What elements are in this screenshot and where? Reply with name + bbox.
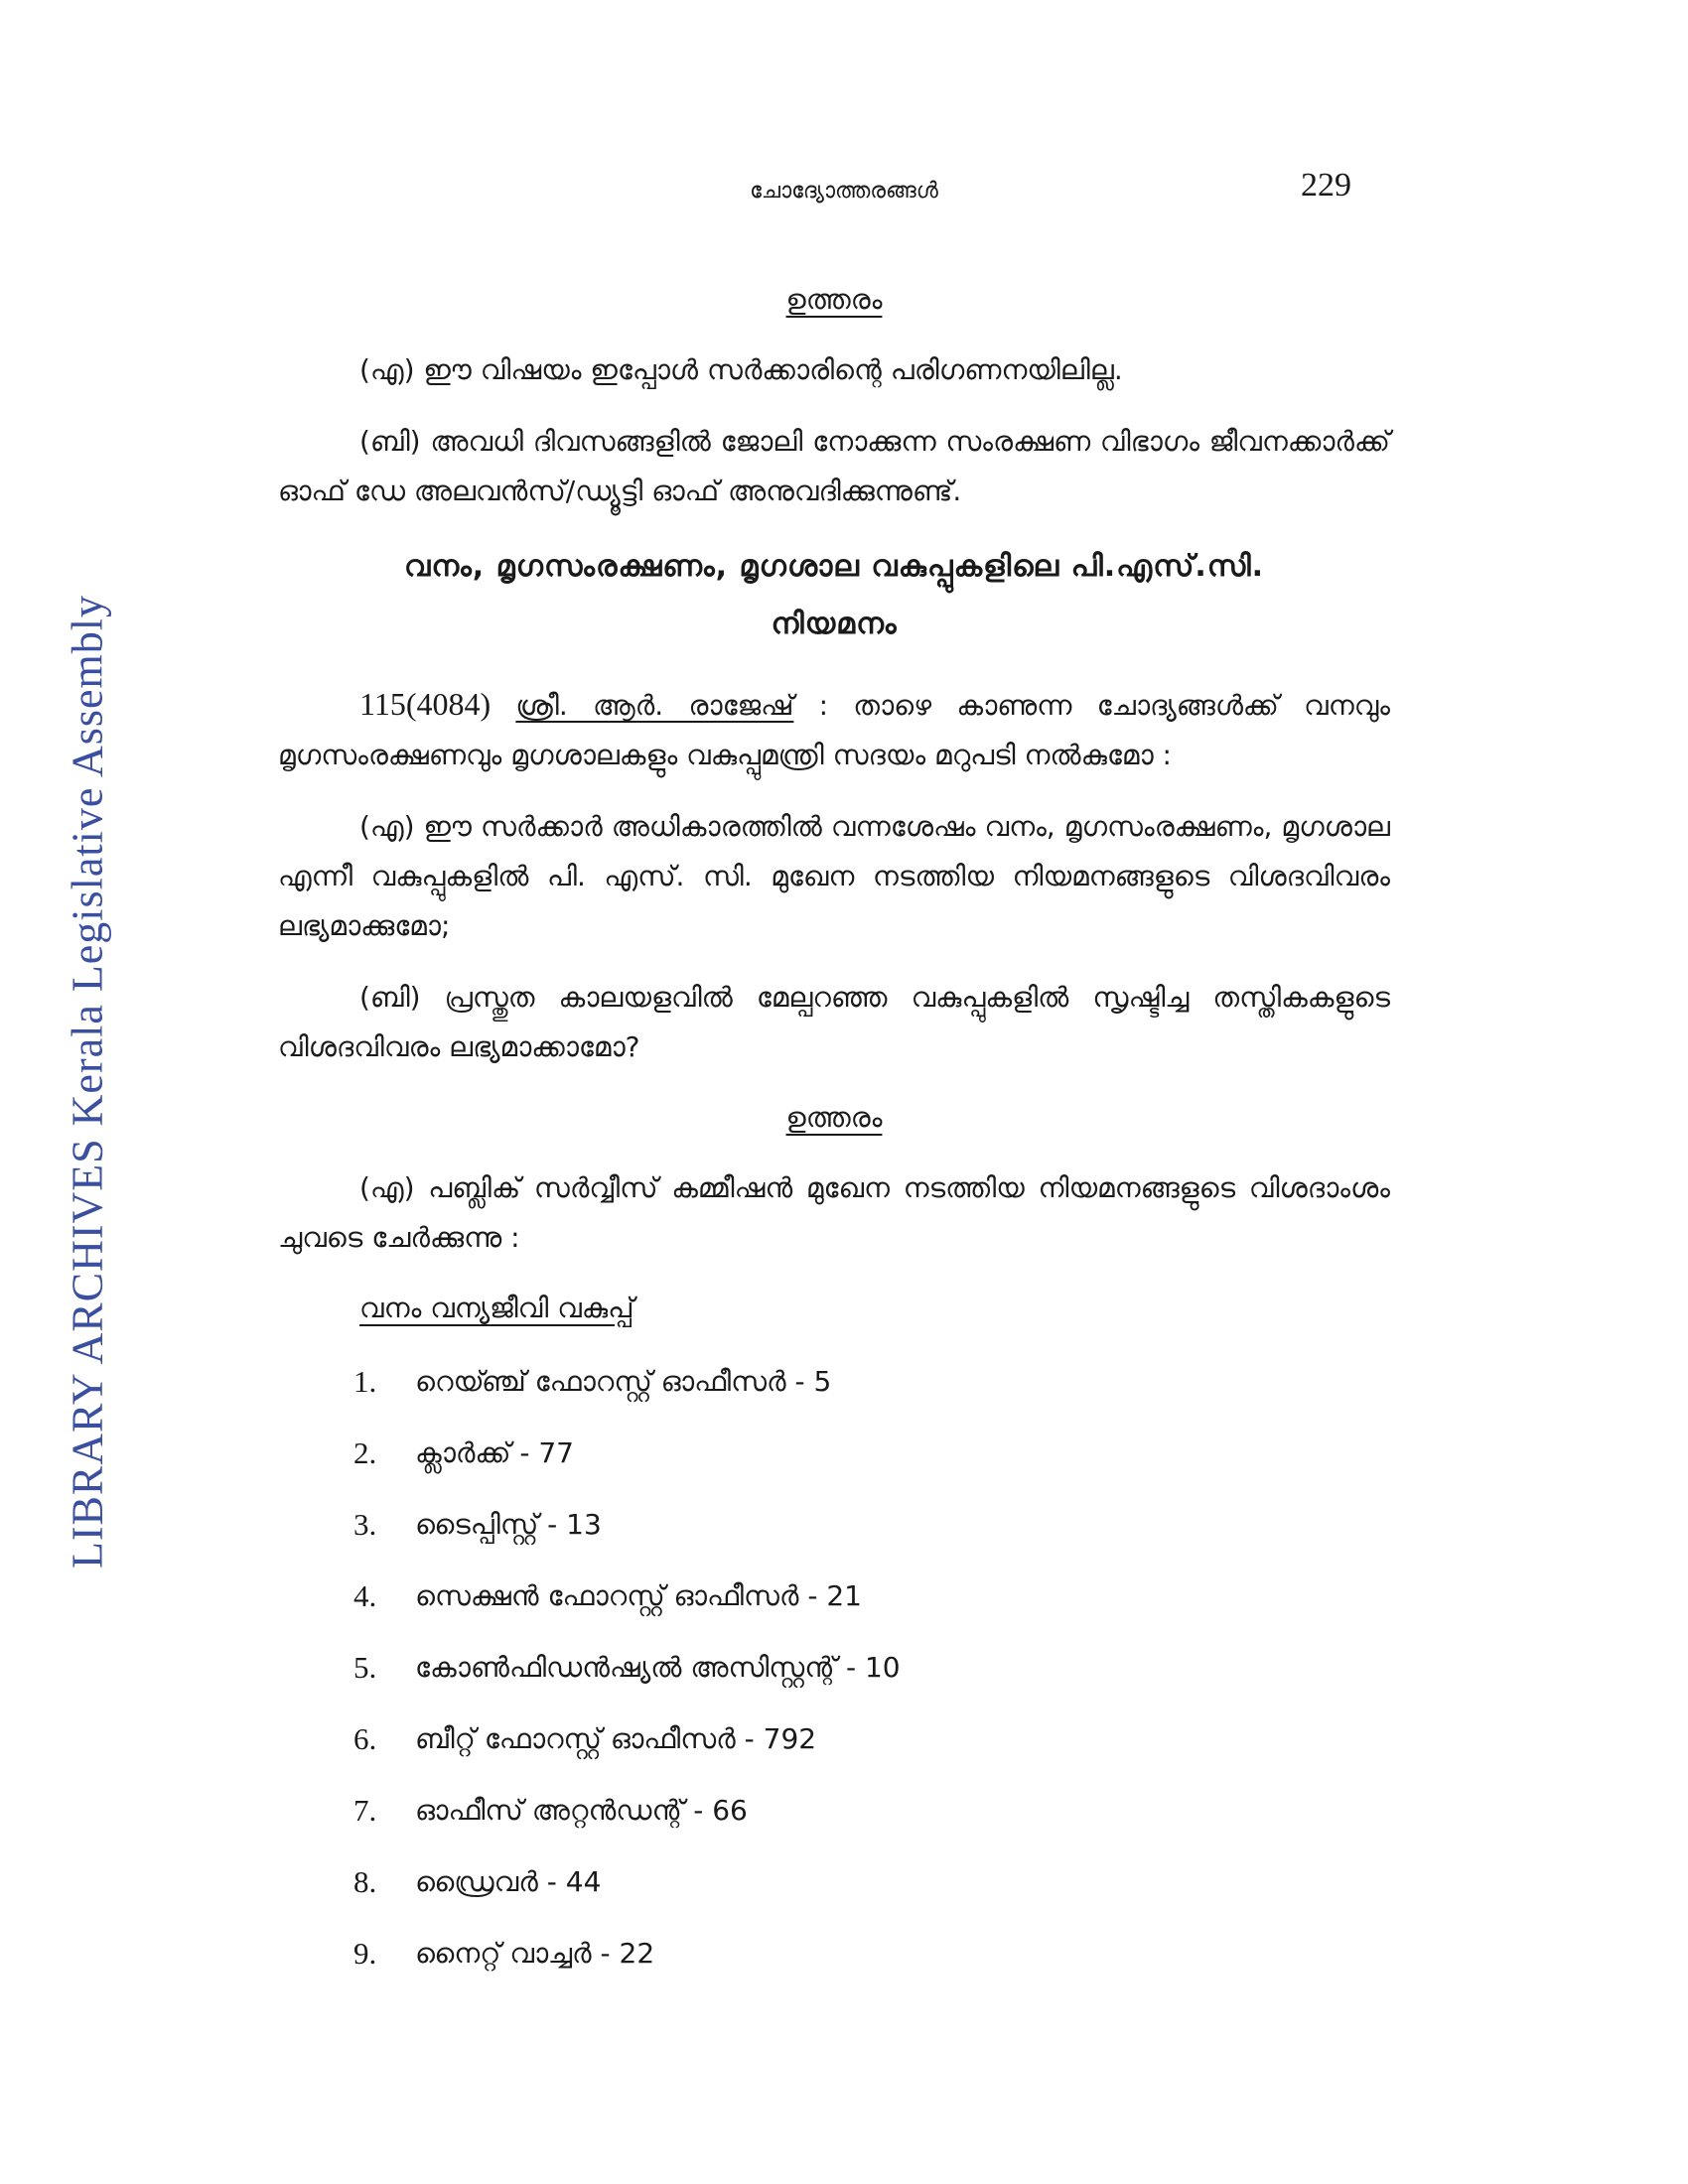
item-number: 7. — [353, 1793, 377, 1828]
member-name: ശ്രീ. ആർ. രാജേഷ് — [515, 689, 794, 722]
item-text: കോൺഫിഡൻഷ്യൽ അസിസ്റ്റന്റ് - 10 — [415, 1651, 901, 1684]
answer-part-a: (എ) ഈ വിഷയം ഇപ്പോൾ സർക്കാരിന്റെ പരിഗണനയിലില്ല. — [359, 353, 1123, 386]
item-number: 4. — [353, 1578, 377, 1613]
item-text: ക്ലാർക്ക് - 77 — [415, 1436, 574, 1469]
watermark: LIBRARY ARCHIVES Kerala Legislative Assembly — [63, 595, 112, 1570]
item-text: നൈറ്റ് വാച്ചർ - 22 — [415, 1937, 655, 1970]
department-subheading: വനം വന്യജീവി വകുപ്പ് — [359, 1292, 634, 1324]
question-number: 115(4084) — [359, 686, 492, 722]
answer-heading: ഉത്തരം — [785, 1101, 883, 1134]
item-number: 5. — [353, 1650, 377, 1685]
list-item — [353, 1787, 1390, 1835]
running-header: ചോദ്യോത്തരങ്ങൾ — [750, 179, 938, 204]
section-title — [278, 538, 1390, 653]
answer-part-a: (എ) പബ്ലിക് സർവ്വീസ് കമ്മീഷൻ മുഖേന നടത്തിയ നിയമനങ്ങളുടെ വിശദാംശം ചുവടെ ചേർക്കുന്നു : — [278, 1171, 1390, 1254]
list-item — [353, 1572, 1390, 1620]
item-number: 1. — [353, 1364, 377, 1399]
appointments-list — [353, 1358, 1390, 1978]
item-text: ബീറ്റ് ഫോറസ്റ്റ് ഓഫീസർ - 792 — [415, 1722, 817, 1755]
list-item — [353, 1501, 1390, 1549]
item-text: റെയ്ഞ്ച് ഫോറസ്റ്റ് ഓഫീസർ - 5 — [415, 1365, 832, 1398]
question-intro — [278, 679, 1390, 780]
item-text: ടൈപ്പിസ്റ്റ് - 13 — [415, 1508, 602, 1541]
page-content — [278, 276, 1390, 2001]
answer-part-b: (ബി) അവധി ദിവസങ്ങളിൽ ജോലി നോക്കുന്ന സംരക്ഷണ വിഭാഗം ജീവനക്കാർക്ക് ഓഫ് ഡേ അലവൻസ്/ഡ്യൂട്ടി ഓഫ് അനുവദിക്കുന്നുണ്ട്. — [278, 425, 1390, 507]
list-item — [353, 1358, 1390, 1406]
item-text: ഓഫീസ് അറ്റൻഡന്റ് - 66 — [415, 1794, 748, 1827]
item-number: 3. — [353, 1507, 377, 1542]
question-part-b: (ബി) പ്രസ്തുത കാലയളവിൽ മേല്പറഞ്ഞ വകുപ്പുകളിൽ സൃഷ്ടിച്ച തസ്തികകളുടെ വിശദവിവരം ലഭ്യമാക്കാമോ? — [278, 981, 1390, 1063]
section-title-line2: നിയമനം — [771, 607, 898, 641]
item-text: സെക്ഷൻ ഫോറസ്റ്റ് ഓഫീസർ - 21 — [415, 1579, 862, 1612]
page-number: 229 — [1301, 167, 1351, 204]
item-number: 6. — [353, 1721, 377, 1756]
list-item — [353, 1644, 1390, 1692]
item-number: 9. — [353, 1936, 377, 1971]
list-item — [353, 1430, 1390, 1477]
list-item — [353, 1715, 1390, 1763]
item-text: ഡ്രൈവർ - 44 — [415, 1865, 602, 1898]
list-item — [353, 1930, 1390, 1978]
item-number: 8. — [353, 1864, 377, 1899]
question-intro-text: : താഴെ കാണുന്ന ചോദ്യങ്ങൾക്ക് വനവും മൃഗസംരക്ഷണവും മൃഗശാലകളും വകുപ്പുമന്ത്രി സദയം മറുപടി നൽകുമോ : — [278, 689, 1391, 771]
answer-heading: ഉത്തരം — [785, 283, 883, 316]
question-part-a: (എ) ഈ സർക്കാർ അധികാരത്തിൽ വന്നശേഷം വനം, മൃഗസംരക്ഷണം, മൃഗശാല എന്നീ വകുപ്പുകളിൽ പി. എസ്. സി. മുഖേന നടത്തിയ നിയമനങ്ങളുടെ വിശദവിവരം ലഭ്യമാക്കുമോ; — [278, 810, 1390, 942]
section-title-line1: വനം, മൃഗസംരക്ഷണം, മൃഗശാല വകുപ്പുകളിലെ പി.എസ്.സി. — [404, 549, 1264, 584]
list-item — [353, 1858, 1390, 1906]
item-number: 2. — [353, 1435, 377, 1470]
